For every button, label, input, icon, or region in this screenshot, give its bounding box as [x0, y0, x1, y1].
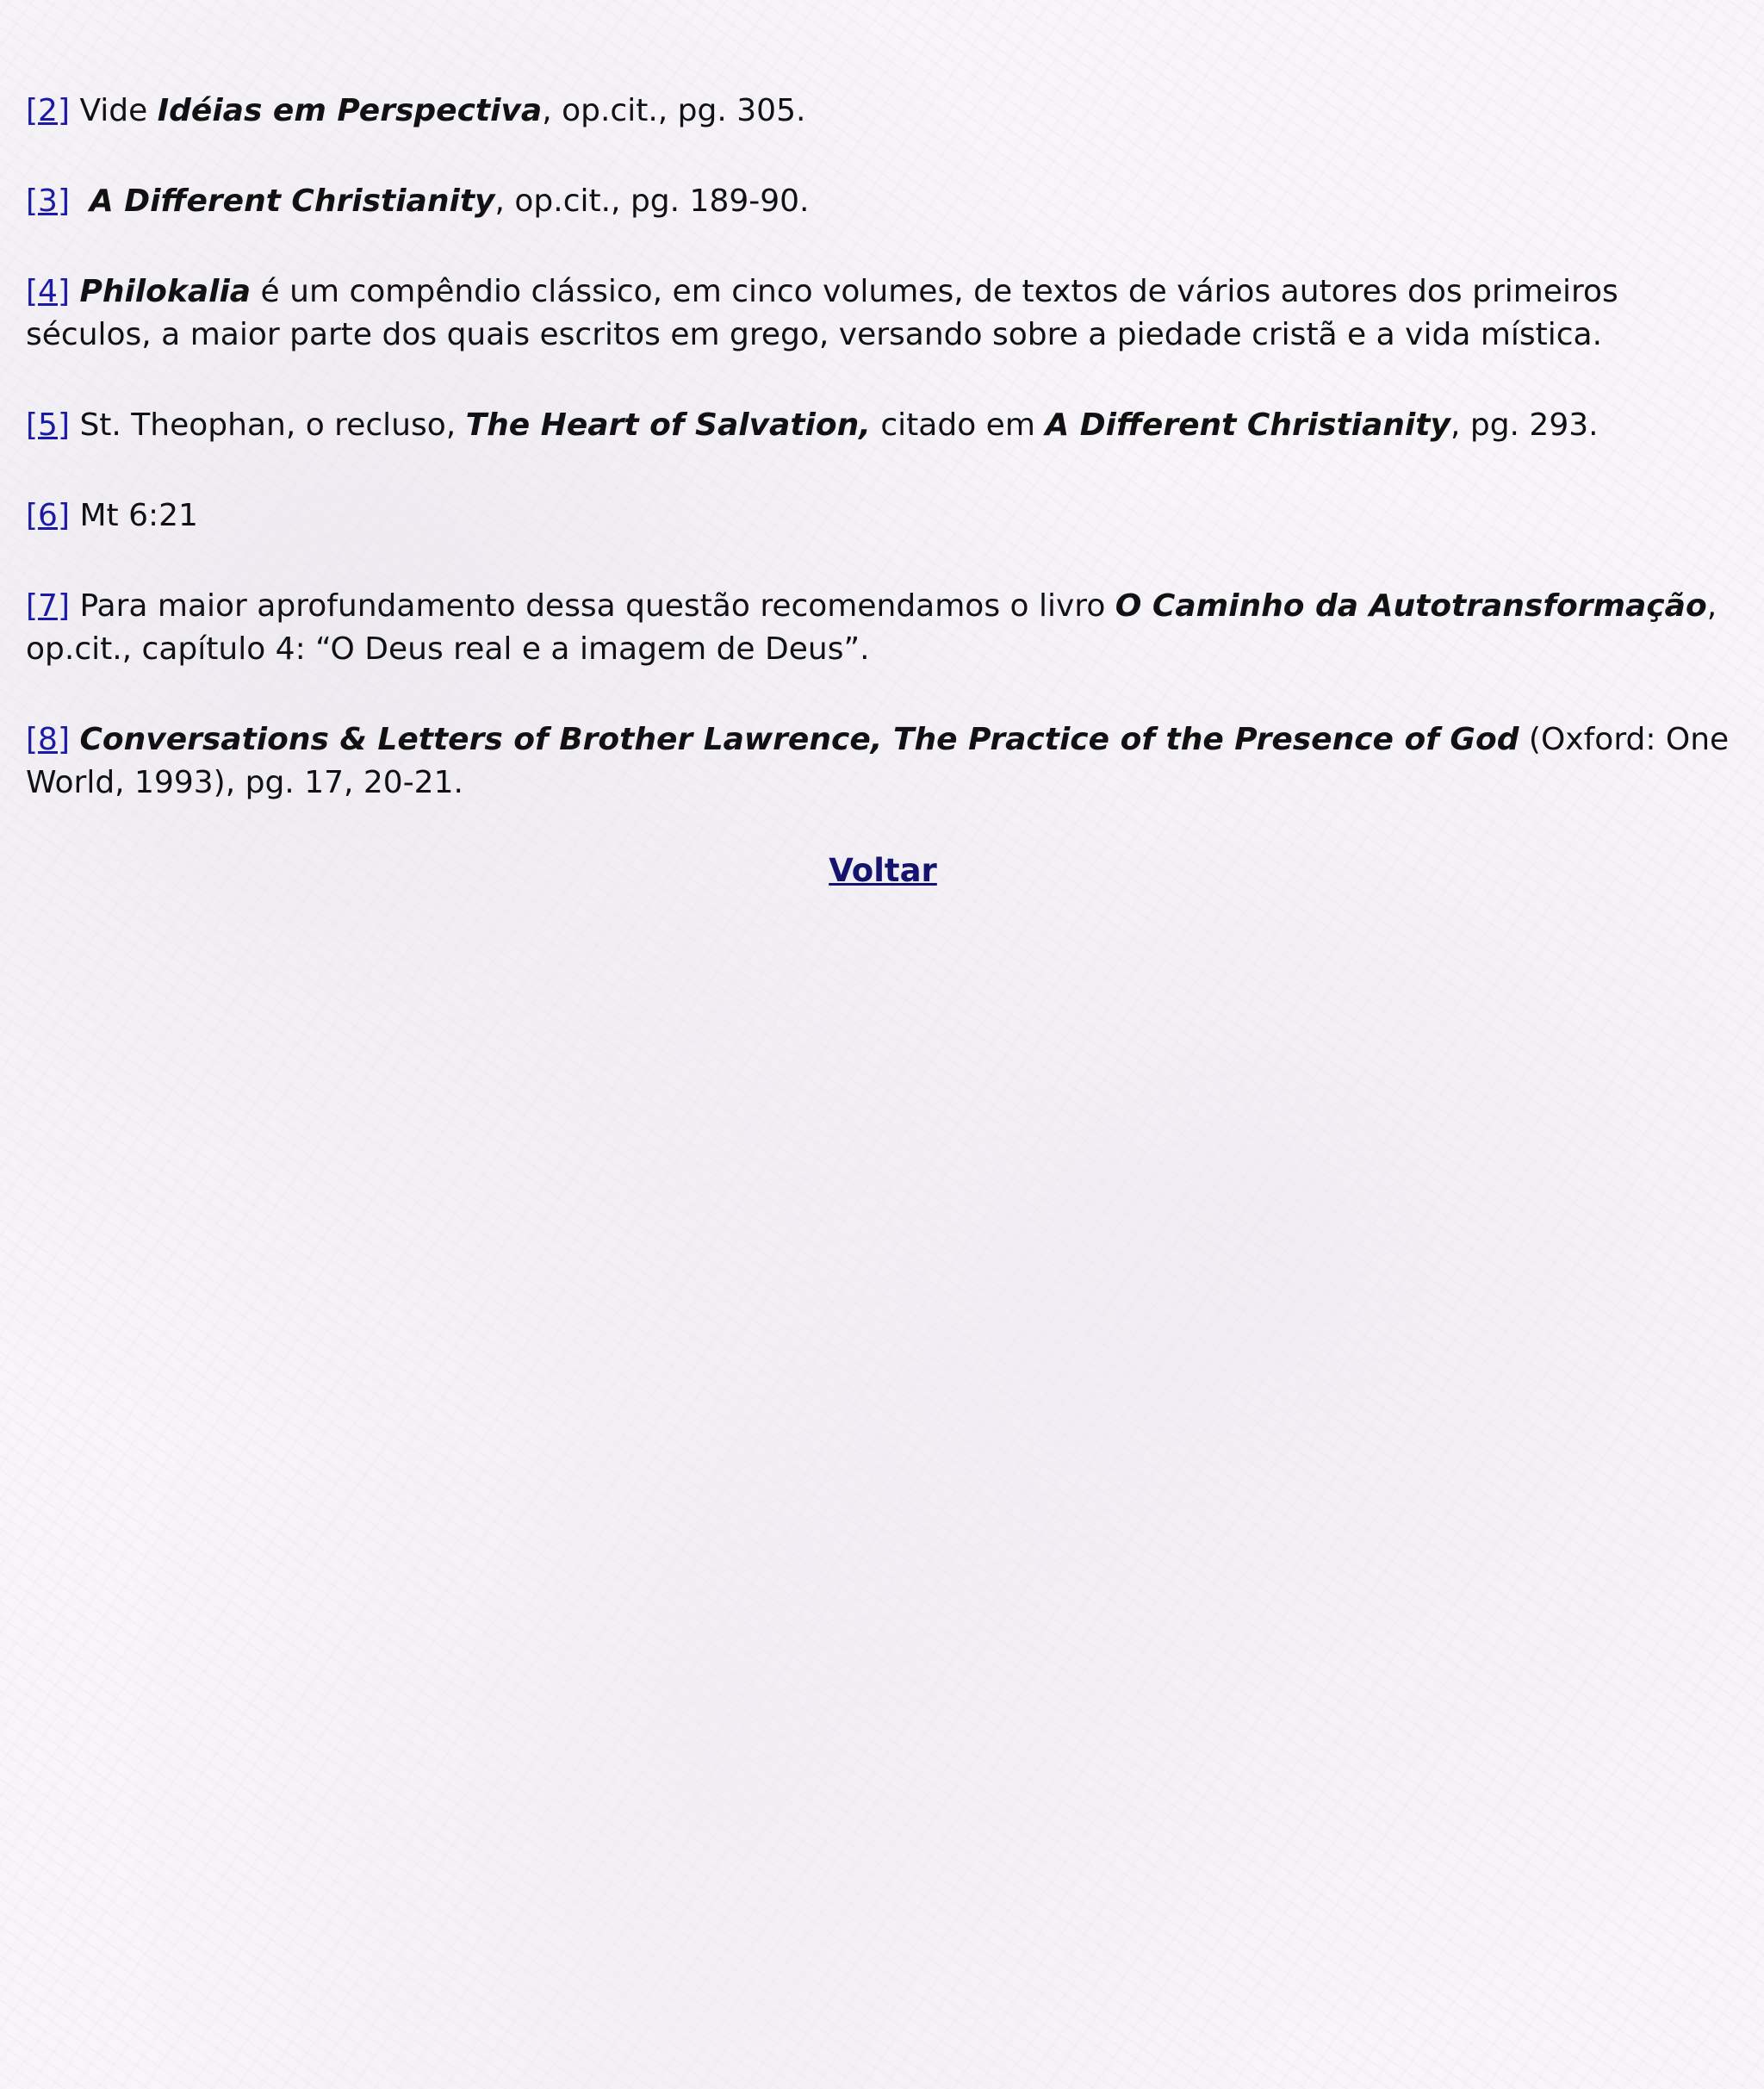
book-title: A Different Christianity	[89, 183, 495, 219]
footnote-ref-3[interactable]: [3]	[26, 183, 70, 219]
book-title: Idéias em Perspectiva	[157, 93, 543, 128]
book-title: Conversations & Letters of Brother Lawrence, The Practice of the Presence of God	[79, 722, 1519, 757]
footnote-text: (Oxford: One World, 1993), pg. 17, 20-21.	[26, 722, 1730, 800]
footnote-text: Para maior aprofundamento dessa questão recomendamos o livro	[70, 588, 1115, 624]
footnote-ref-2[interactable]: [2]	[26, 93, 70, 128]
footnote-text: , op.cit., pg. 189-90.	[494, 183, 810, 219]
book-title: The Heart of Salvation,	[465, 407, 871, 443]
footnote-ref-4[interactable]: [4]	[26, 274, 70, 309]
footnote-2	[26, 90, 1740, 133]
footnote-ref-8[interactable]: [8]	[26, 722, 70, 757]
footnote-text: , op.cit., pg. 305.	[542, 93, 806, 128]
footnote-text: citado em	[870, 407, 1046, 443]
footnote-ref-5[interactable]: [5]	[26, 407, 70, 443]
footnote-ref-7[interactable]: [7]	[26, 588, 70, 624]
footnote-ref-6[interactable]: [6]	[26, 498, 70, 533]
footnote-4	[26, 270, 1740, 357]
back-link[interactable]: Voltar	[829, 852, 937, 889]
footnote-text: Mt 6:21	[70, 498, 198, 533]
footnote-text: , pg. 293.	[1450, 407, 1599, 443]
footnote-text: , op.cit., capítulo 4: “O Deus real e a imagem de Deus”.	[26, 588, 1717, 667]
footnote-6	[26, 494, 1740, 538]
footnote-text: é um compêndio clássico, em cinco volumes, de textos de vários autores dos primeiros séculos, a maior parte dos quais escritos em grego, versando sobre a piedade cristã e a vida mística.	[26, 274, 1618, 352]
footnotes-page	[26, 90, 1740, 889]
back-link-row	[26, 852, 1740, 889]
footnote-text	[70, 722, 79, 757]
footnote-3	[26, 180, 1740, 223]
footnote-text: Vide	[70, 93, 158, 128]
book-title: A Different Christianity	[1045, 407, 1450, 443]
footnote-8	[26, 718, 1740, 805]
footnote-text: St. Theophan, o recluso,	[70, 407, 466, 443]
book-title: Philokalia	[79, 274, 252, 309]
book-title: O Caminho da Autotransformação	[1115, 588, 1707, 624]
footnote-text	[70, 183, 90, 219]
footnote-text	[70, 274, 79, 309]
footnote-5	[26, 404, 1740, 447]
footnote-7	[26, 585, 1740, 671]
